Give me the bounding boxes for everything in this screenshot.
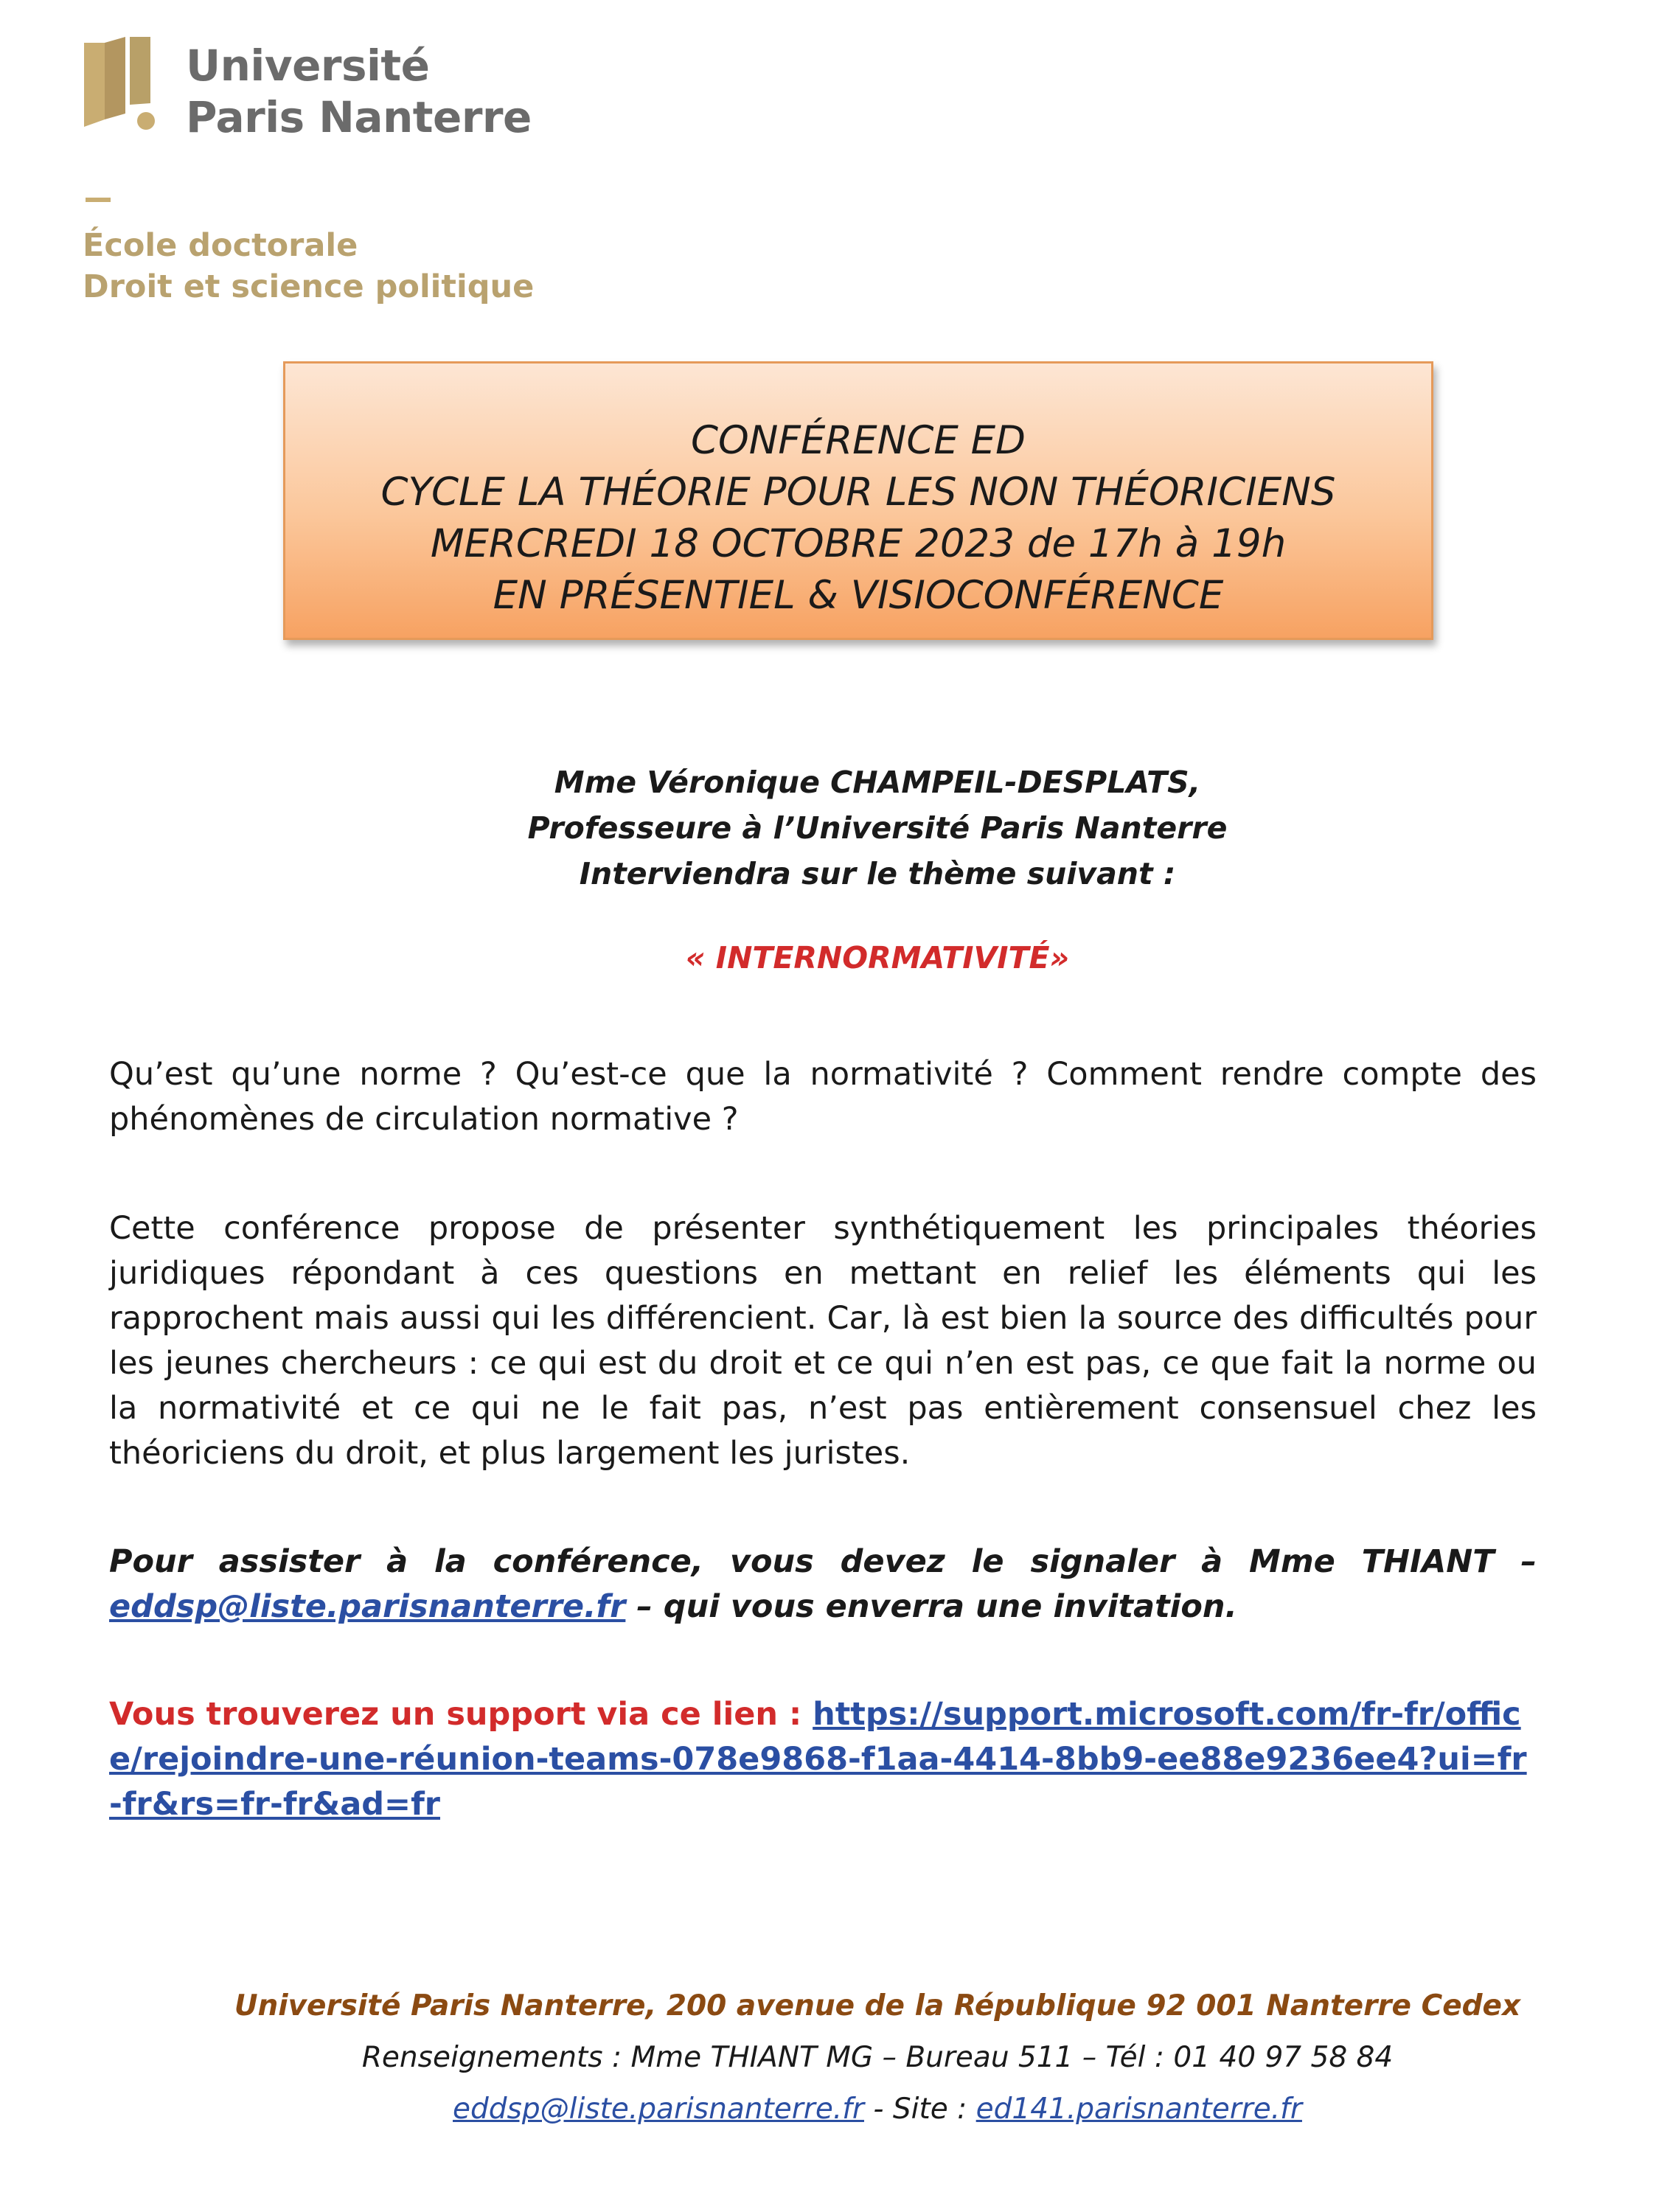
- speaker-title: Professeure à l’Université Paris Nanterre: [527, 810, 1228, 846]
- speaker-intro: Interviendra sur le thème suivant :: [579, 856, 1176, 891]
- university-name: [186, 40, 532, 143]
- attendance-email-link[interactable]: eddsp@liste.parisnanterre.fr: [109, 1588, 626, 1625]
- conference-header-box: [283, 361, 1433, 640]
- support-text: Vous trouverez un support via ce lien :: [109, 1696, 813, 1733]
- doctoral-school-name: [83, 225, 534, 307]
- header-format: EN PRÉSENTIEL & VISIOCONFÉRENCE: [493, 573, 1224, 618]
- support-paragraph: [109, 1692, 1537, 1827]
- university-name-line2: Paris Nanterre: [186, 92, 532, 142]
- footer-links: [96, 2084, 1659, 2135]
- doctoral-school-line2: Droit et science politique: [83, 268, 535, 305]
- header-date: MERCREDI 18 OCTOBRE 2023 de 17h à 19h: [430, 521, 1287, 566]
- logo-divider: [86, 198, 111, 202]
- header-title: CONFÉRENCE ED: [691, 418, 1026, 463]
- footer: [0, 1980, 1659, 2135]
- university-logo: [83, 37, 540, 305]
- footer-contact-info: Renseignements : Mme THIANT MG – Bureau 511 – Tél : 01 40 97 58 84: [361, 2041, 1394, 2074]
- questions-paragraph: Qu’est qu’une norme ? Qu’est-ce que la normativité ? Comment rendre compte des phénomènes de circulation normative ?: [109, 1056, 1537, 1138]
- footer-email-link[interactable]: eddsp@liste.parisnanterre.fr: [453, 2093, 864, 2126]
- attendance-text-end: – qui vous enverra une invitation.: [625, 1588, 1237, 1625]
- header-cycle: CYCLE LA THÉORIE POUR LES NON THÉORICIENS: [380, 470, 1336, 515]
- university-name-line1: Université: [186, 41, 430, 91]
- attendance-paragraph: [109, 1540, 1537, 1630]
- conference-theme: « INTERNORMATIVITÉ»: [685, 940, 1070, 975]
- speaker-name: Mme Véronique CHAMPEIL-DESPLATS,: [554, 765, 1201, 800]
- doctoral-school-line1: École doctorale: [83, 227, 358, 264]
- speaker-block: [0, 759, 1659, 897]
- support-link[interactable]: https://support.microsoft.com/fr-fr/office/rejoindre-une-réunion-teams-078e9868-f1aa-4414-8bb9-ee88e9236ee4?ui=fr-fr&rs=fr-fr&ad=fr: [109, 1696, 1527, 1823]
- nanterre-logo-mark-icon: [83, 37, 186, 133]
- attendance-text: Pour assister à la conférence, vous devez le signaler à Mme THIANT –: [109, 1543, 1537, 1580]
- footer-site-link[interactable]: ed141.parisnanterre.fr: [975, 2093, 1302, 2126]
- description-paragraph: Cette conférence propose de présenter synthétiquement les principales théories juridiques répondant à ces questions en mettant en relief les éléments qui les rapprochent mais aussi qui les différencient. Car, là est bien la source des difficultés pour les jeunes chercheurs : ce qui est du droit et ce qui n’en est pas, ce que fait la norme ou la normativité et ce qui ne le fait pas, n’est pas entièrement consensuel chez les théoriciens du droit, et plus largement les juristes.: [109, 1210, 1537, 1472]
- footer-address: Université Paris Nanterre, 200 avenue de la République 92 001 Nanterre Cedex: [234, 1989, 1521, 2023]
- footer-site-label: - Site :: [863, 2093, 976, 2126]
